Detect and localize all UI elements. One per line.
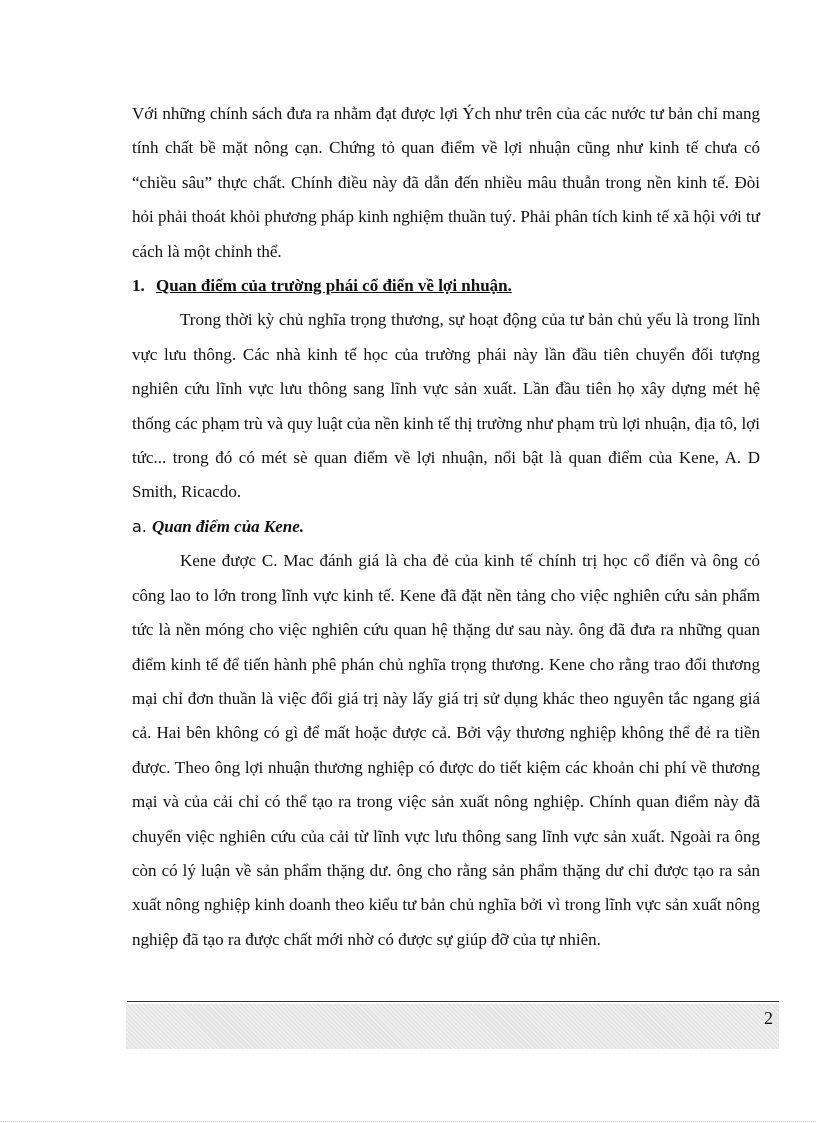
intro-paragraph: Với những chính sách đưa ra nhằm đạt được lợi Ých như trên của các nước tư bản chỉ mang tính chất bề mặt nông cạn. Chứng tỏ quan điểm về lợi nhuận cũng như kinh tế chưa có “chiều sâu” thực chất. Chính điều này đã dẫn đến nhiều mâu thuẫn trong nền kinh tế. Đòi hỏi phải thoát khỏi phương pháp kinh nghiệm thuần tuý. Phải phân tích kinh tế xã hội với tư cách là một chỉnh thể. [132, 104, 760, 261]
section-1-paragraph: Trong thời kỳ chủ nghĩa trọng thương, sự hoạt động của tư bản chủ yếu là trong lĩnh vực lưu thông. Các nhà kinh tế học của trường phái này lần đầu tiên chuyển đối tượng nghiên cứu lĩnh vực lưu thông sang lĩnh vực sản xuất. Lần đầu tiên họ xây dựng mét hệ thống các phạm trù và quy luật của nền kinh tế thị trường như phạm trù lợi nhuận, địa tô, lợi tức... trong đó có mét sè quan điểm về lợi nhuận, nổi bật là quan điểm của Kene, A. D Smith, Ricacdo. [132, 310, 760, 502]
document-body [132, 97, 760, 957]
page-bottom-border [0, 1121, 816, 1122]
subsection-a-paragraph: Kene được C. Mac đánh giá là cha đẻ của kinh tế chính trị học cổ điển và ông có công lao to lớn trong lĩnh vực kinh tế. Kene đã đặt nền tảng cho việc nghiên cứu sản phẩm tức là nền móng cho việc nghiên cứu quan hệ thặng dư sau này. ông đã đưa ra những quan điểm kinh tế để tiến hành phê phán chủ nghĩa trọng thương. Kene cho rằng trao đổi thương mại chỉ đơn thuần là việc đổi giá trị này lấy giá trị sử dụng khác theo nguyên tắc ngang giá cả. Hai bên không có gì để mất hoặc được cả. Bởi vậy thương nghiệp không thể đẻ ra tiền được. Theo ông lợi nhuận thương nghiệp có được do tiết kiệm các khoản chi phí về thương mại và của cải chỉ có thể tạo ra trong việc sản xuất nông nghiệp. Chính quan điểm này đã chuyển việc nghiên cứu của cải từ lĩnh vực lưu thông sang lĩnh vực sản xuất. Ngoài ra ông còn có lý luận về sản phẩm thặng dư. ông cho rằng sản phẩm thặng dư chỉ được tạo ra sản xuất nông nghiệp kinh doanh theo kiểu tư bản chủ nghĩa bởi vì trong lĩnh vực sản xuất nông nghiệp đã tạo ra được chất mới nhờ có được sự giúp đỡ của tự nhiên. [132, 551, 760, 949]
footer-divider [127, 1001, 779, 1002]
subsection-letter: a. [132, 516, 147, 536]
page-number: 2 [764, 1008, 773, 1028]
section-title: Quan điểm của trường phái cổ điển về lợi nhuận. [156, 276, 512, 296]
subsection-title: Quan điểm của Kene. [152, 516, 305, 536]
section-number: 1. [132, 276, 145, 296]
section-heading-1 [132, 269, 760, 303]
subsection-heading-a [132, 510, 760, 544]
page-footer [126, 1004, 779, 1049]
